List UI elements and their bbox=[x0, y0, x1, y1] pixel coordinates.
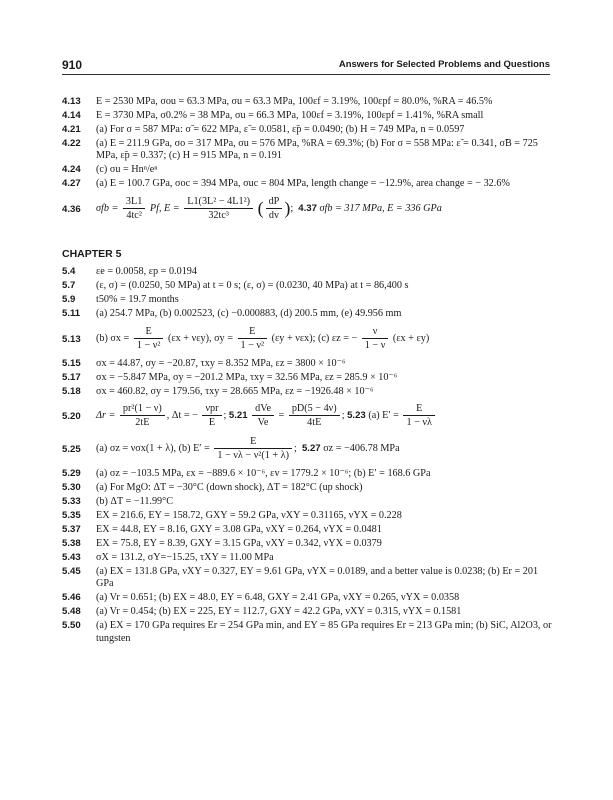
numerator: E bbox=[238, 325, 268, 339]
numerator: dP bbox=[266, 195, 283, 209]
answer-text: (a) Vr = 0.651; (b) EX = 48.0, EY = 6.48, GXY = 2.41 GPa, νXY = 0.265, νYX = 0.0358 bbox=[96, 592, 460, 604]
numerator: E bbox=[134, 325, 164, 339]
fraction bbox=[214, 435, 292, 462]
formula-text: (a) E′ = bbox=[368, 409, 399, 421]
fraction bbox=[134, 325, 164, 352]
problem-number: 5.11 bbox=[62, 308, 81, 320]
answer-5-35 bbox=[62, 510, 552, 522]
answer-5-46 bbox=[62, 592, 552, 604]
numerator: dVe bbox=[252, 402, 274, 416]
paren-close: ) bbox=[284, 197, 291, 218]
denominator: 1 − ν² bbox=[240, 339, 265, 351]
problem-number: 5.50 bbox=[62, 620, 81, 632]
answer-text: σX = 131.2, σY=−15.25, τXY = 11.00 MPa bbox=[96, 552, 274, 564]
denominator: 32tc³ bbox=[208, 209, 229, 221]
answer-text: EX = 44.8, EY = 8.16, GXY = 3.08 GPa, νXY = 0.264, νYX = 0.0481 bbox=[96, 524, 382, 536]
problem-number: 4.24 bbox=[62, 164, 81, 176]
problem-number: 4.37 bbox=[298, 202, 317, 214]
answer-5-30 bbox=[62, 482, 552, 494]
problem-number: 5.18 bbox=[62, 385, 81, 397]
problem-number: 5.23 bbox=[347, 409, 366, 421]
problem-number: 5.17 bbox=[62, 371, 81, 383]
fraction bbox=[238, 325, 268, 352]
formula-label: (b) σx = bbox=[96, 332, 130, 344]
answer-text: (a) Vr = 0.454; (b) EX = 225, EY = 112.7, GXY = 42.2 GPa, νXY = 0.315, νYX = 0.1581 bbox=[96, 606, 462, 618]
answer-4-13 bbox=[62, 96, 552, 108]
equals-sign: = bbox=[278, 409, 285, 421]
denominator: 1 − νλ − ν²(1 + λ) bbox=[217, 450, 290, 462]
answer-5-29 bbox=[62, 468, 552, 480]
answer-5-33 bbox=[62, 496, 552, 508]
answer-5-11 bbox=[62, 308, 552, 320]
numerator: 3L1 bbox=[123, 195, 145, 209]
problem-number: 5.20 bbox=[62, 411, 81, 423]
problem-number: 5.13 bbox=[62, 333, 81, 345]
answer-text: (a) E = 100.7 GPa, σoc = 394 MPa, σuc = 804 MPa, length change = −12.9%, area change = − 32.6% bbox=[96, 178, 510, 190]
problem-number: 5.35 bbox=[62, 510, 81, 522]
answer-5-38 bbox=[62, 538, 552, 550]
answers-content bbox=[62, 96, 552, 647]
denominator: 4tc² bbox=[126, 209, 142, 221]
answer-5-9 bbox=[62, 294, 552, 306]
answer-4-14 bbox=[62, 110, 552, 122]
fraction bbox=[202, 402, 221, 429]
fraction bbox=[184, 195, 253, 222]
problem-number: 4.27 bbox=[62, 178, 81, 190]
page-header bbox=[62, 58, 550, 75]
answer-text: (a) 254.7 MPa, (b) 0.002523, (c) −0.000883, (d) 200.5 mm, (e) 49.956 mm bbox=[96, 308, 402, 320]
fraction bbox=[123, 195, 145, 222]
answer-5-50 bbox=[62, 620, 552, 645]
problem-number: 5.9 bbox=[62, 294, 76, 306]
answer-5-13 bbox=[62, 325, 552, 352]
problem-number: 5.4 bbox=[62, 266, 76, 278]
answer-5-37 bbox=[62, 524, 552, 536]
answer-text: E = 2530 MPa, σou = 63.3 MPa, σu = 63.3 MPa, 100εf = 3.19%, 100εpf = 80.0%, %RA = 46.5% bbox=[96, 96, 493, 107]
problem-number: 4.14 bbox=[62, 110, 81, 121]
answer-text: (a) For MgO: ΔT = −30°C (down shock), ΔT = 182°C (up shock) bbox=[96, 482, 363, 494]
problem-number: 5.43 bbox=[62, 552, 81, 564]
answer-text: (a) σz = −103.5 MPa, εx = −889.6 × 10⁻⁶, εv = 1779.2 × 10⁻⁶; (b) E′ = 168.6 GPa bbox=[96, 468, 431, 480]
answer-5-43 bbox=[62, 552, 552, 564]
answer-5-18 bbox=[62, 386, 552, 398]
answer-text: E = 3730 MPa, σ0.2% = 38 MPa, σu = 66.3 MPa, 100εf = 3.19%, 100εpf = 1.41%, %RA small bbox=[96, 110, 484, 121]
answer-text: (a) EX = 131.8 GPa, νXY = 0.327, EY = 9.61 GPa, νYX = 0.0189, and a better value is 0.0238; (b) Er = 201 GPa bbox=[96, 566, 539, 590]
problem-number: 5.7 bbox=[62, 280, 76, 292]
denominator: 1 − ν bbox=[364, 339, 386, 351]
answer-5-4 bbox=[62, 266, 552, 278]
answer-text: (c) σu = Hnⁿ/eⁿ bbox=[96, 164, 158, 176]
numerator: E bbox=[214, 435, 292, 449]
answer-text: εe = 0.0058, εp = 0.0194 bbox=[96, 266, 197, 278]
formula-text: (εx + νεy), σy = bbox=[168, 332, 233, 344]
denominator: dv bbox=[268, 209, 280, 221]
answer-4-24 bbox=[62, 164, 552, 176]
answer-text: (ε, σ) = (0.0250, 50 MPa) at t = 0 s; (ε, σ) = (0.0230, 40 MPa) at t = 86,400 s bbox=[96, 280, 409, 292]
numerator: νpr bbox=[202, 402, 221, 416]
problem-number: 5.38 bbox=[62, 538, 81, 550]
answer-text: σz = −406.78 MPa bbox=[323, 442, 400, 454]
answer-5-25: 5.25 (a) σz = νσx(1 + λ), (b) E′ = $\frac{E}{\text{1 − νλ − ν²(1 + λ)}}$ ; 5.27 σz = −406.78 MPa bbox=[62, 436, 400, 462]
answer-text: (a) For σ = 587 MPa: σ̃ = 622 MPa, ε̃ = 0.0581, ε̃p = 0.0490; (b) H = 749 MPa, n = 0.0597 bbox=[96, 124, 465, 135]
numerator: pD(5 − 4ν) bbox=[289, 402, 340, 416]
fraction bbox=[403, 402, 434, 429]
answer-text: (a) E = 211.9 GPa, σo = 317 MPa, σu = 576 MPa, %RA = 69.3%; (b) For σ = 558 MPa: ε̃ = 0.341, σ̃B = 725 MPa, ε̃p = 0.337; (c) H = 915 MPa, n = 0.191 bbox=[96, 138, 538, 162]
numerator: pr²(1 − ν) bbox=[120, 402, 165, 416]
problem-number: 5.21 bbox=[228, 409, 248, 421]
answer-text: EX = 216.6, EY = 158.72, GXY = 59.2 GPa, νXY = 0.31165, νYX = 0.228 bbox=[96, 510, 402, 522]
fraction bbox=[266, 195, 283, 222]
running-title: Answers for Selected Problems and Questions bbox=[338, 59, 550, 70]
answer-5-15 bbox=[62, 358, 552, 370]
denominator: Ve bbox=[257, 417, 269, 429]
problem-number: 5.33 bbox=[62, 496, 81, 508]
problem-number: 5.45 bbox=[62, 566, 81, 578]
paren-open: ( bbox=[257, 197, 264, 218]
problem-number: 5.29 bbox=[62, 468, 81, 480]
answer-4-36: 4.36 σfb = $\frac{3L1}{\text{4tc²}}$ Pf, E = $\frac{\text{L1(3L² − 4L1²)}}{\text{32tc³}}$ ( $\frac{dP}{dv}$ ); 4.37 σfb = 317 MPa, E = 336 GPa bbox=[62, 195, 442, 221]
denominator: 1 − νλ bbox=[406, 417, 432, 429]
problem-number: 4.36 bbox=[62, 203, 81, 215]
problem-number: 4.13 bbox=[62, 96, 81, 107]
fraction bbox=[362, 325, 389, 352]
answer-5-48 bbox=[62, 606, 552, 618]
formula-middle: Pf, E = bbox=[149, 202, 180, 214]
answer-text: σx = −5.847 MPa, σy = −201.2 MPa, τxy = 32.56 MPa, εz = 285.9 × 10⁻⁶ bbox=[96, 371, 398, 383]
page-number: 910 bbox=[62, 58, 83, 72]
formula-text: (a) σz = νσx(1 + λ), (b) E′ = bbox=[96, 442, 210, 454]
answer-text: σx = 460.82, σy = 179.56, τxy = 28.665 MPa, εz = −1926.48 × 10⁻⁶ bbox=[96, 385, 374, 397]
answer-5-45 bbox=[62, 566, 552, 591]
problem-number: 5.15 bbox=[62, 357, 81, 369]
answer-text: (a) EX = 170 GPa requires Er = 254 GPa min, and EY = 85 GPa requires Er = 213 GPa min; (b) SiC, Al2O3, or tungsten bbox=[96, 620, 552, 644]
answer-4-22 bbox=[62, 138, 552, 163]
answer-4-27 bbox=[62, 178, 552, 190]
answer-5-20: 5.20 Δr = $\frac{\text{pr²(1 − ν)}}{2tE}$ , Δt = − $\frac{\text{νpr}}{E}$ ; 5.21 $\frac{\text{dVe}}{Ve}$ = $\frac{pD(5 - 4\nu)}{4tE}$ ; 5.23 (a) E′ = $\frac{E}{1 - \nu\lambda}$ bbox=[62, 402, 552, 429]
problem-number: 5.25 bbox=[62, 444, 81, 456]
answer-text: t50% = 19.7 months bbox=[96, 294, 179, 306]
problem-number: 5.27 bbox=[301, 442, 321, 454]
chapter-heading: CHAPTER 5 bbox=[62, 247, 122, 260]
answer-4-21 bbox=[62, 124, 552, 136]
numerator: L1(3L² − 4L1²) bbox=[184, 195, 253, 209]
fraction bbox=[252, 402, 274, 429]
denominator: E bbox=[208, 417, 216, 429]
problem-number: 4.21 bbox=[62, 124, 81, 135]
numerator: E bbox=[403, 402, 434, 416]
problem-number: 5.46 bbox=[62, 592, 81, 604]
denominator: 4tE bbox=[307, 417, 322, 429]
problem-number: 5.30 bbox=[62, 482, 81, 494]
formula-text: (εx + εy) bbox=[392, 332, 430, 344]
fraction bbox=[289, 402, 340, 429]
formula-prefix: σfb = bbox=[96, 202, 119, 214]
answer-text: EX = 75.8, EY = 8.39, GXY = 3.15 GPa, νXY = 0.342, νYX = 0.0379 bbox=[96, 538, 382, 550]
answer-text: σx = 44.87, σy = −20.87, τxy = 8.352 MPa, εz = 3800 × 10⁻⁶ bbox=[96, 357, 346, 369]
answer-5-17 bbox=[62, 372, 552, 384]
denominator: 2tE bbox=[135, 417, 150, 429]
problem-number: 4.22 bbox=[62, 138, 81, 149]
problem-number: 5.48 bbox=[62, 606, 81, 618]
denominator: 1 − ν² bbox=[136, 339, 161, 351]
numerator: ν bbox=[362, 325, 389, 339]
formula-text: , Δt = − bbox=[166, 409, 198, 421]
problem-number: 5.37 bbox=[62, 524, 81, 536]
fraction bbox=[120, 402, 165, 429]
answer-text: σfb = 317 MPa, E = 336 GPa bbox=[319, 202, 442, 214]
formula-label: Δr = bbox=[96, 409, 116, 421]
formula-text: (εy + νεx); (c) εz = − bbox=[271, 332, 358, 344]
answer-text: (b) ΔT = −11.99°C bbox=[96, 496, 174, 508]
answer-5-7 bbox=[62, 280, 552, 292]
